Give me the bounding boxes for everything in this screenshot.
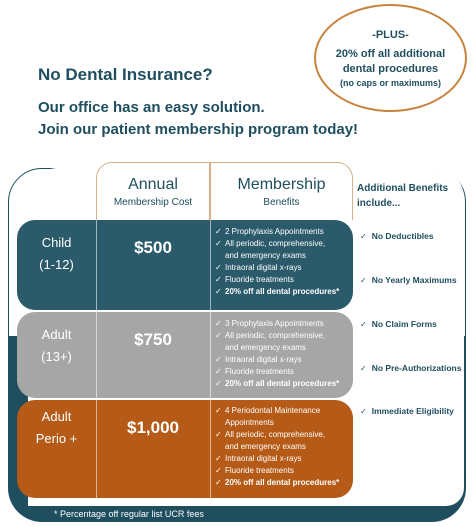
membership-benefits-header: [210, 162, 353, 220]
benefit-item: ✓ 20% off all dental procedures*: [215, 379, 340, 388]
additional-benefit-item: ✓ No Pre-Authorizations: [360, 363, 462, 373]
annual-cost-header: [96, 162, 210, 220]
tier-name: [17, 324, 96, 368]
benefit-item: ✓ Intraoral digital x-rays: [215, 355, 302, 364]
check-icon: ✓: [215, 454, 222, 463]
check-icon: ✓: [215, 331, 222, 340]
annual-header-title: Annual: [128, 176, 178, 193]
benefit-item: and emergency exams: [225, 343, 306, 352]
additional-benefits-title: Additional Benefits include...: [357, 183, 449, 209]
column-divider: [210, 220, 211, 310]
headline: No Dental Insurance?: [38, 65, 213, 84]
tier-child: [17, 220, 353, 310]
benefit-item: ✓ 20% off all dental procedures*: [215, 287, 340, 296]
tier-name-line1: Child: [41, 235, 72, 250]
tier-price: $500: [134, 238, 172, 257]
tier-price: $750: [134, 330, 172, 349]
check-icon: ✓: [215, 478, 222, 487]
plus-note: (no caps or maximums): [339, 77, 442, 88]
check-icon: ✓: [215, 406, 222, 415]
annual-header-subtitle: Membership Cost: [113, 197, 193, 208]
tier-adult: [17, 312, 353, 398]
tier-price: $1,000: [127, 418, 179, 437]
benefit-item: ✓ Fluoride treatments: [215, 367, 294, 376]
tier-name-line2: (1-12): [39, 257, 74, 272]
column-divider: [96, 400, 97, 498]
check-icon: ✓: [360, 276, 367, 285]
column-divider: [96, 312, 97, 398]
benefit-item: ✓ 20% off all dental procedures*: [215, 478, 340, 487]
tier-name: [17, 232, 96, 276]
check-icon: ✓: [215, 275, 222, 284]
benefit-item: ✓ All periodic, comprehensive,: [215, 239, 326, 248]
benefit-list: [215, 226, 349, 298]
check-icon: ✓: [215, 319, 222, 328]
footnote: * Percentage off regular list UCR fees: [54, 509, 204, 519]
column-divider: [96, 220, 97, 310]
plus-main-text: 20% off all additional dental procedures: [335, 47, 446, 75]
check-icon: ✓: [215, 430, 222, 439]
subline-2: Join our patient membership program today!: [38, 121, 359, 138]
check-icon: ✓: [360, 320, 367, 329]
benefit-item: ✓ Fluoride treatments: [215, 275, 294, 284]
subline-1: Our office has an easy solution.: [38, 99, 265, 116]
benefit-list: [215, 318, 349, 390]
check-icon: ✓: [215, 287, 222, 296]
check-icon: ✓: [360, 232, 367, 241]
benefit-item: ✓ Intraoral digital x-rays: [215, 263, 302, 272]
additional-benefit-item: ✓ No Deductibles: [360, 231, 434, 241]
tier-name-line1: Adult: [41, 327, 72, 342]
check-icon: ✓: [360, 364, 367, 373]
additional-benefit-item: ✓ Immediate Eligibility: [360, 406, 454, 416]
check-icon: ✓: [215, 263, 222, 272]
tier-adult-perio: [17, 400, 353, 498]
membership-header-subtitle: Benefits: [263, 197, 300, 208]
benefit-item: ✓ Fluoride treatments: [215, 466, 294, 475]
benefit-item: and emergency exams: [225, 251, 306, 260]
check-icon: ✓: [215, 379, 222, 388]
tier-name: [17, 406, 96, 450]
benefit-item: Appointments: [225, 418, 274, 427]
tier-name-line1: Adult: [41, 409, 72, 424]
plus-title: -PLUS-: [372, 28, 409, 41]
column-divider: [210, 400, 211, 498]
check-icon: ✓: [215, 355, 222, 364]
benefit-item: ✓ Intraoral digital x-rays: [215, 454, 302, 463]
check-icon: ✓: [215, 239, 222, 248]
membership-header-title: Membership: [237, 176, 326, 193]
check-icon: ✓: [215, 466, 222, 475]
tier-name-line2: (13+): [41, 349, 72, 364]
benefit-item: ✓ 2 Prophylaxis Appointments: [215, 227, 324, 236]
benefit-item: and emergency exams: [225, 442, 306, 451]
additional-benefit-item: ✓ No Claim Forms: [360, 319, 437, 329]
benefit-item: ✓ 4 Periodontal Maintenance: [215, 406, 321, 415]
column-divider: [210, 312, 211, 398]
check-icon: ✓: [215, 367, 222, 376]
plus-callout: [314, 4, 467, 112]
check-icon: ✓: [215, 227, 222, 236]
additional-benefit-item: ✓ No Yearly Maximums: [360, 275, 457, 285]
benefit-item: ✓ All periodic, comprehensive,: [215, 430, 326, 439]
tier-name-line2: Perio +: [35, 431, 78, 446]
benefit-item: ✓ 3 Prophylaxis Appointments: [215, 319, 324, 328]
benefit-item: ✓ All periodic, comprehensive,: [215, 331, 326, 340]
benefit-list: [215, 405, 349, 489]
check-icon: ✓: [360, 407, 367, 416]
